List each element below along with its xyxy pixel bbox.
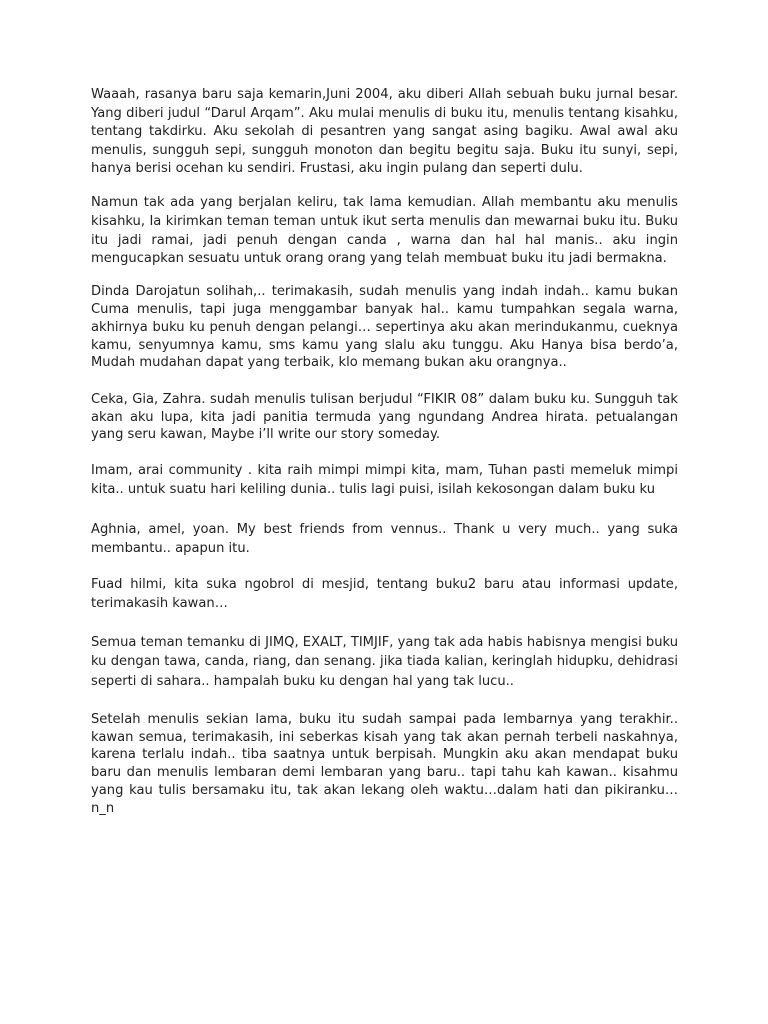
document-page	[91, 86, 678, 818]
paragraph-7: Fuad hilmi, kita suka ngobrol di mesjid, tentang buku2 baru atau informasi update, terimakasih kawan…	[91, 576, 678, 612]
paragraph-3: Dinda Darojatun solihah,.. terimakasih, sudah menulis yang indah indah.. kamu bukan Cuma menulis, tapi juga menggambar banyak hal.. kamu tumpahkan segala warna, akhirnya buku ku penuh dengan pelangi… sepertinya aku akan merindukanmu, cueknya kamu, senyumnya kamu, sms kamu yang slalu aku tunggu. Aku Hanya bisa berdo’a, Mudah mudahan dapat yang terbaik, klo memang bukan aku orangnya..	[91, 284, 678, 371]
paragraph-6: Aghnia, amel, yoan. My best friends from vennus.. Thank u very much.. yang suka membantu.. apapun itu.	[91, 521, 678, 556]
paragraph-9: Setelah menulis sekian lama, buku itu sudah sampai pada lembarnya yang terakhir.. kawan semua, terimakasih, ini seberkas kisah yang tak akan pernah terbeli naskahnya, karena terlalu indah.. tiba saatnya untuk berpisah. Mungkin aku akan mendapat buku baru dan menulis lembaran demi lembaran yang baru.. tapi tahu kah kawan.. kisahmu yang kau tulis bersamaku itu, tak akan lekang oleh waktu…dalam hati dan pikiranku… n_n	[91, 711, 678, 816]
paragraph-2: Namun tak ada yang berjalan keliru, tak lama kemudian. Allah membantu aku menulis kisahku, Ia kirimkan teman teman untuk ikut serta menulis dan mewarnai buku itu. Buku itu jadi ramai, jadi penuh dengan canda , warna dan hal hal manis.. aku ingin mengucapkan sesuatu untuk orang orang yang telah membuat buku itu jadi bermakna.	[91, 194, 678, 267]
paragraph-8: Semua teman temanku di JIMQ, EXALT, TIMJIF, yang tak ada habis habisnya mengisi buku ku dengan tawa, canda, riang, dan senang. jika tiada kalian, keringlah hidupku, dehidrasi seperti di sahara.. hampalah buku ku dengan hal yang tak lucu..	[91, 634, 678, 689]
paragraph-1: Waaah, rasanya baru saja kemarin,Juni 2004, aku diberi Allah sebuah buku jurnal besar. Yang diberi judul “Darul Arqam”. Aku mulai menulis di buku itu, menulis tentang kisahku, tentang takdirku. Aku sekolah di pesantren yang sangat asing bagiku. Awal awal aku menulis, sungguh sepi, sungguh monoton dan begitu begitu saja. Buku itu sunyi, sepi, hanya berisi ocehan ku sendiri. Frustasi, aku ingin pulang dan seperti dulu.	[91, 87, 678, 177]
paragraph-5: Imam, arai community . kita raih mimpi mimpi kita, mam, Tuhan pasti memeluk mimpi kita.. untuk suatu hari keliling dunia.. tulis lagi puisi, isilah kekosongan dalam buku ku	[91, 462, 678, 498]
paragraph-4: Ceka, Gia, Zahra. sudah menulis tulisan berjudul “FIKIR 08” dalam buku ku. Sungguh tak akan aku lupa, kita jadi panitia termuda yang ngundang Andrea hirata. petualangan yang seru kawan, Maybe i’ll write our story someday.	[91, 392, 678, 443]
